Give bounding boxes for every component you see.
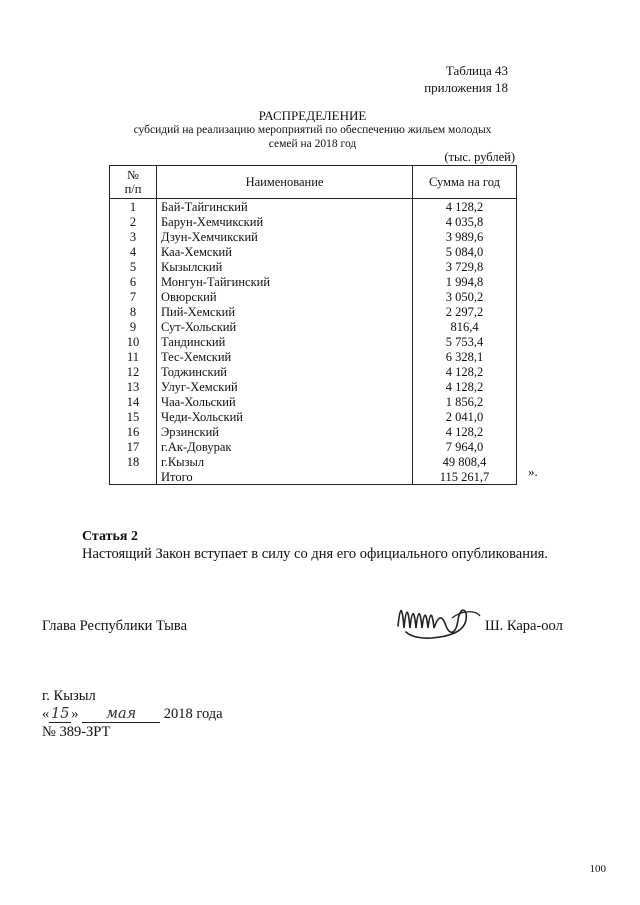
row-sum: 6 328,1 xyxy=(413,349,517,364)
table-row xyxy=(110,304,517,319)
document-title-block xyxy=(110,108,515,151)
row-sum: 1 856,2 xyxy=(413,394,517,409)
signature-image xyxy=(392,596,484,642)
table-row xyxy=(110,244,517,259)
table-row xyxy=(110,424,517,439)
row-number: 1 xyxy=(110,199,157,215)
row-sum: 2 041,0 xyxy=(413,409,517,424)
table-row xyxy=(110,364,517,379)
closing-quote: ». xyxy=(528,464,538,479)
units-label: (тыс. рублей) xyxy=(444,150,515,164)
row-sum: 5 084,0 xyxy=(413,244,517,259)
table-row xyxy=(110,319,517,334)
table-row xyxy=(110,289,517,304)
row-number: 7 xyxy=(110,289,157,304)
article-text: Настоящий Закон вступает в силу со дня его официального опубликования. xyxy=(82,546,549,562)
table-label: Таблица 43 xyxy=(445,63,508,78)
row-number xyxy=(110,469,157,485)
header-sum: Сумма на год xyxy=(413,166,517,199)
row-name: Овюрский xyxy=(157,289,413,304)
row-number: 10 xyxy=(110,334,157,349)
row-sum: 3 050,2 xyxy=(413,289,517,304)
row-name: Итого xyxy=(157,469,413,485)
row-number: 16 xyxy=(110,424,157,439)
header-number: № п/п xyxy=(110,166,157,199)
row-sum: 115 261,7 xyxy=(413,469,517,485)
table-row xyxy=(110,349,517,364)
row-name: Чеди-Хольский xyxy=(157,409,413,424)
row-number: 9 xyxy=(110,319,157,334)
row-sum: 5 753,4 xyxy=(413,334,517,349)
row-number: 4 xyxy=(110,244,157,259)
row-name: г.Кызыл xyxy=(157,454,413,469)
row-sum: 816,4 xyxy=(413,319,517,334)
row-number: 6 xyxy=(110,274,157,289)
row-name: Тандинский xyxy=(157,334,413,349)
article-title: Статья 2 xyxy=(82,529,138,544)
row-number: 5 xyxy=(110,259,157,274)
table-header-row xyxy=(110,166,517,199)
signatory-title: Глава Республики Тыва xyxy=(42,618,188,634)
date-year: 2018 года xyxy=(163,706,223,722)
row-name: Тес-Хемский xyxy=(157,349,413,364)
table-row xyxy=(110,274,517,289)
place-of-signing: г. Кызыл xyxy=(42,688,96,704)
row-name: Эрзинский xyxy=(157,424,413,439)
row-name: Барун-Хемчикский xyxy=(157,214,413,229)
table-row xyxy=(110,454,517,469)
date-month: мая xyxy=(82,706,160,723)
table-row xyxy=(110,469,517,485)
row-sum: 4 035,8 xyxy=(413,214,517,229)
table-reference xyxy=(424,62,508,96)
table-row xyxy=(110,334,517,349)
table-row xyxy=(110,229,517,244)
row-name: Бай-Тайгинский xyxy=(157,199,413,215)
signing-date xyxy=(42,706,223,723)
row-sum: 4 128,2 xyxy=(413,424,517,439)
table-body xyxy=(110,199,517,485)
row-number: 15 xyxy=(110,409,157,424)
table-row xyxy=(110,439,517,454)
row-sum: 3 729,8 xyxy=(413,259,517,274)
page-number: 100 xyxy=(589,863,606,875)
appendix-label: приложения 18 xyxy=(424,80,508,95)
row-sum: 3 989,6 xyxy=(413,229,517,244)
table-row xyxy=(110,379,517,394)
document-subtitle-line1: субсидий на реализацию мероприятий по обеспечению жильем молодых xyxy=(133,124,492,136)
row-sum: 4 128,2 xyxy=(413,364,517,379)
table-row xyxy=(110,409,517,424)
row-name: Каа-Хемский xyxy=(157,244,413,259)
row-number: 14 xyxy=(110,394,157,409)
law-number: № 389-ЗРТ xyxy=(42,724,111,740)
table-row xyxy=(110,394,517,409)
table-row xyxy=(110,259,517,274)
distribution-table xyxy=(109,165,517,485)
row-name: Кызылский xyxy=(157,259,413,274)
table-row xyxy=(110,214,517,229)
header-name: Наименование xyxy=(157,166,413,199)
date-open-quote: « xyxy=(42,706,50,722)
signatory-name: Ш. Кара-оол xyxy=(485,618,563,634)
row-name: Пий-Хемский xyxy=(157,304,413,319)
row-number: 2 xyxy=(110,214,157,229)
row-number: 12 xyxy=(110,364,157,379)
document-title: РАСПРЕДЕЛЕНИЕ xyxy=(258,108,367,123)
row-number: 18 xyxy=(110,454,157,469)
row-sum: 7 964,0 xyxy=(413,439,517,454)
row-name: Монгун-Тайгинский xyxy=(157,274,413,289)
row-sum: 4 128,2 xyxy=(413,379,517,394)
row-sum: 4 128,2 xyxy=(413,199,517,215)
date-day: 15 xyxy=(51,706,70,722)
row-name: Улуг-Хемский xyxy=(157,379,413,394)
row-number: 11 xyxy=(110,349,157,364)
row-number: 8 xyxy=(110,304,157,319)
row-number: 13 xyxy=(110,379,157,394)
row-name: Чаа-Хольский xyxy=(157,394,413,409)
row-number: 3 xyxy=(110,229,157,244)
document-subtitle-line2: семей на 2018 год xyxy=(268,138,357,150)
row-name: Дзун-Хемчикский xyxy=(157,229,413,244)
row-name: Сут-Хольский xyxy=(157,319,413,334)
date-close-quote: » xyxy=(71,706,79,722)
row-name: Тоджинский xyxy=(157,364,413,379)
row-sum: 49 808,4 xyxy=(413,454,517,469)
row-sum: 1 994,8 xyxy=(413,274,517,289)
table-row xyxy=(110,199,517,215)
row-name: г.Ак-Довурак xyxy=(157,439,413,454)
row-number: 17 xyxy=(110,439,157,454)
row-sum: 2 297,2 xyxy=(413,304,517,319)
